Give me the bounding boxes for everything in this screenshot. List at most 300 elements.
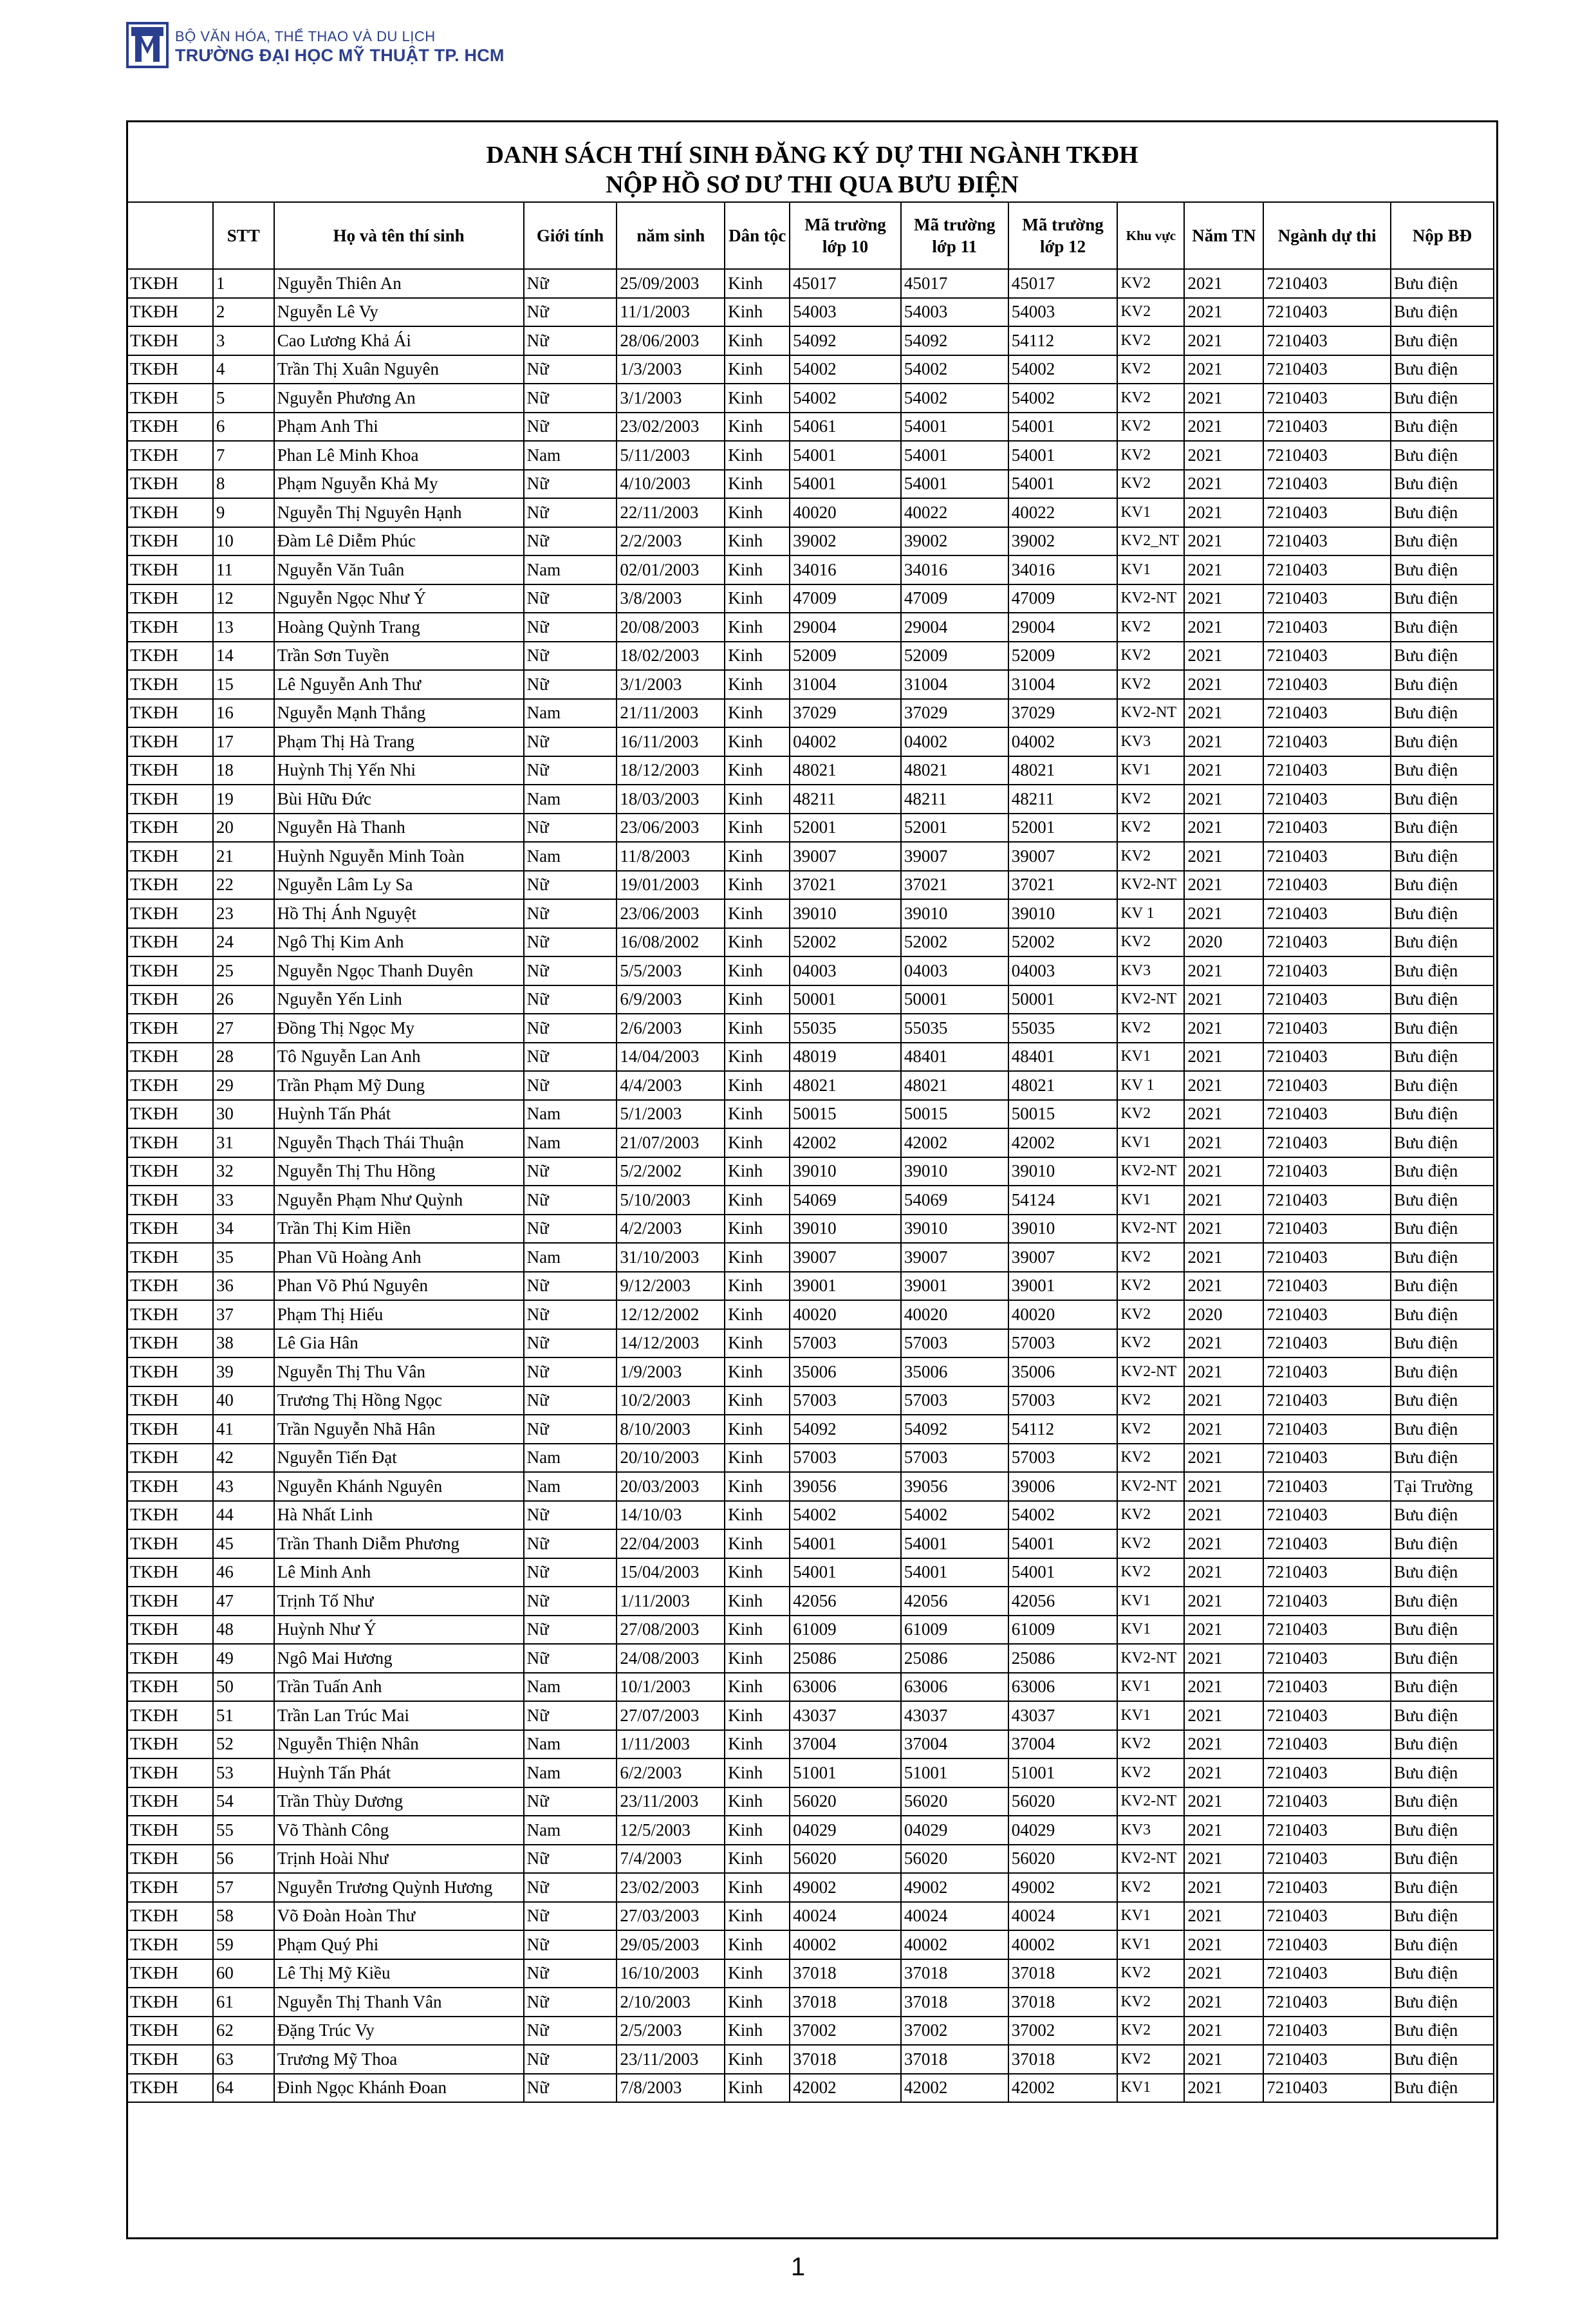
table-cell: 57003 (1008, 1329, 1118, 1358)
table-cell: 2021 (1184, 1215, 1263, 1244)
table-cell: 02/01/2003 (617, 555, 725, 584)
table-row (127, 2074, 1494, 2103)
table-cell: Kinh (725, 1501, 790, 1530)
table-cell: 48021 (901, 756, 1008, 785)
table-cell: TKĐH (127, 355, 213, 384)
table-cell: Bưu điện (1391, 1215, 1494, 1244)
table-cell: KV2 (1117, 441, 1184, 470)
table-cell: 54001 (901, 470, 1008, 499)
table-cell: 54001 (1008, 1529, 1118, 1558)
title-line-2: NỘP HỒ SƠ DƯ THI QUA BƯU ĐIỆN (606, 171, 1019, 198)
table-cell: 7210403 (1263, 1587, 1391, 1616)
table-cell: 7210403 (1263, 1902, 1391, 1931)
table-cell: TKĐH (127, 1157, 213, 1186)
table-cell: 27 (213, 1014, 274, 1043)
table-cell: Nữ (524, 985, 617, 1014)
table-row (127, 2017, 1494, 2046)
table-cell: 61009 (1008, 1616, 1118, 1645)
table-cell: TKĐH (127, 1386, 213, 1415)
table-cell: 4/4/2003 (617, 1071, 725, 1100)
table-cell: Kinh (725, 1902, 790, 1931)
table-cell: Lê Gia Hân (274, 1329, 524, 1358)
table-cell: TKĐH (127, 1730, 213, 1759)
table-cell: 54001 (1008, 1558, 1118, 1587)
table-body (127, 269, 1494, 2102)
table-row (127, 1014, 1494, 1043)
table-cell: Kinh (725, 413, 790, 442)
table-cell: Nữ (524, 1071, 617, 1100)
table-cell: Kinh (725, 814, 790, 843)
column-header: Giới tính (524, 202, 617, 269)
table-cell: 2021 (1184, 1100, 1263, 1129)
table-cell: 44 (213, 1501, 274, 1530)
table-cell: 57003 (901, 1329, 1008, 1358)
table-row (127, 956, 1494, 985)
table-cell: KV2 (1117, 2017, 1184, 2046)
table-cell: 2021 (1184, 1186, 1263, 1215)
table-cell: Nam (524, 1730, 617, 1759)
table-cell: 30 (213, 1100, 274, 1129)
table-cell: 34 (213, 1215, 274, 1244)
table-cell: 2021 (1184, 1902, 1263, 1931)
table-cell: TKĐH (127, 1243, 213, 1272)
table-cell: 6 (213, 413, 274, 442)
table-cell: Đàm Lê Diễm Phúc (274, 527, 524, 556)
table-cell: 7210403 (1263, 527, 1391, 556)
table-cell: 39007 (790, 1243, 901, 1272)
table-cell: 2021 (1184, 470, 1263, 499)
table-cell: KV2 (1117, 1100, 1184, 1129)
table-cell: 37002 (1008, 2017, 1118, 2046)
table-cell: Kinh (725, 326, 790, 355)
table-cell: KV3 (1117, 727, 1184, 756)
table-cell: 7210403 (1263, 1472, 1391, 1501)
table-cell: 48021 (901, 1071, 1008, 1100)
table-cell: TKĐH (127, 814, 213, 843)
table-cell: KV2 (1117, 613, 1184, 642)
table-cell: 54069 (790, 1186, 901, 1215)
table-cell: 21/11/2003 (617, 699, 725, 728)
table-cell: 12/5/2003 (617, 1816, 725, 1845)
table-cell: Bưu điện (1391, 2017, 1494, 2046)
table-cell: 37004 (1008, 1730, 1118, 1759)
table-cell: Bưu điện (1391, 642, 1494, 671)
table-cell: 7210403 (1263, 1873, 1391, 1902)
table-row (127, 871, 1494, 900)
column-header: Họ và tên thí sinh (274, 202, 524, 269)
table-cell: 7210403 (1263, 985, 1391, 1014)
table-cell: Nữ (524, 871, 617, 900)
table-cell: 54112 (1008, 326, 1118, 355)
table-cell: KV2 (1117, 326, 1184, 355)
table-cell: 57003 (901, 1386, 1008, 1415)
table-cell: 9/12/2003 (617, 1272, 725, 1301)
table-cell: 20/03/2003 (617, 1472, 725, 1501)
table-cell: Kinh (725, 727, 790, 756)
table-cell: 19 (213, 785, 274, 814)
table-cell: 42056 (901, 1587, 1008, 1616)
table-cell: Kinh (725, 1587, 790, 1616)
table-row (127, 699, 1494, 728)
table-cell: 54002 (1008, 1501, 1118, 1530)
table-cell: 55 (213, 1816, 274, 1845)
table-cell: 7210403 (1263, 1529, 1391, 1558)
table-cell: 9 (213, 498, 274, 527)
table-cell: 12 (213, 584, 274, 613)
table-cell: 10 (213, 527, 274, 556)
table-cell: 2021 (1184, 527, 1263, 556)
table-cell: Nữ (524, 384, 617, 413)
table-cell: TKĐH (127, 298, 213, 327)
table-cell: Nữ (524, 2045, 617, 2074)
table-cell: Nữ (524, 956, 617, 985)
table-cell: Kinh (725, 470, 790, 499)
table-cell: 47009 (901, 584, 1008, 613)
table-cell: 39001 (1008, 1272, 1118, 1301)
table-cell: 21 (213, 842, 274, 871)
table-cell: 2021 (1184, 1071, 1263, 1100)
table-cell: Nam (524, 555, 617, 584)
table-cell: 54002 (790, 384, 901, 413)
table-cell: 7210403 (1263, 670, 1391, 699)
table-cell: 20 (213, 814, 274, 843)
table-cell: Trịnh Hoài Như (274, 1845, 524, 1874)
table-cell: 04003 (790, 956, 901, 985)
table-cell: KV2 (1117, 1243, 1184, 1272)
table-cell: Trương Thị Hồng Ngọc (274, 1386, 524, 1415)
table-cell: Nữ (524, 1415, 617, 1444)
table-cell: 2021 (1184, 814, 1263, 843)
table-cell: 48211 (901, 785, 1008, 814)
table-cell: Trương Mỹ Thoa (274, 2045, 524, 2074)
table-cell: 29004 (901, 613, 1008, 642)
table-cell: Nữ (524, 1529, 617, 1558)
table-cell: 7210403 (1263, 842, 1391, 871)
table-cell: 42 (213, 1444, 274, 1473)
table-cell: 54001 (901, 1558, 1008, 1587)
table-cell: KV2-NT (1117, 1357, 1184, 1386)
table-cell: 2021 (1184, 2074, 1263, 2103)
table-cell: Bưu điện (1391, 1587, 1494, 1616)
table-cell: 54002 (1008, 384, 1118, 413)
table-cell: KV2 (1117, 1415, 1184, 1444)
table-cell: 25086 (901, 1644, 1008, 1673)
table-cell: 56020 (1008, 1787, 1118, 1816)
table-cell: 12/12/2002 (617, 1300, 725, 1329)
table-row (127, 441, 1494, 470)
table-row (127, 756, 1494, 785)
table-cell: 7210403 (1263, 1930, 1391, 1959)
table-cell: TKĐH (127, 1300, 213, 1329)
table-cell: Nữ (524, 1014, 617, 1043)
table-cell: KV1 (1117, 498, 1184, 527)
table-cell: 37018 (901, 2045, 1008, 2074)
table-cell: Nữ (524, 1157, 617, 1186)
table-cell: 56020 (901, 1787, 1008, 1816)
table-cell: 7210403 (1263, 642, 1391, 671)
table-cell: Nữ (524, 269, 617, 298)
table-cell: Bưu điện (1391, 1988, 1494, 2017)
table-cell: KV2_NT (1117, 527, 1184, 556)
table-cell: TKĐH (127, 1558, 213, 1587)
table-cell: Nữ (524, 642, 617, 671)
table-cell: 2021 (1184, 985, 1263, 1014)
table-cell: 2021 (1184, 1043, 1263, 1072)
table-cell: 22/04/2003 (617, 1529, 725, 1558)
table-cell: 7210403 (1263, 1186, 1391, 1215)
table-cell: 37004 (790, 1730, 901, 1759)
table-cell: KV2 (1117, 1300, 1184, 1329)
table-cell: 54092 (790, 326, 901, 355)
table-cell: 40020 (790, 1300, 901, 1329)
table-cell: Nữ (524, 298, 617, 327)
table-cell: Kinh (725, 985, 790, 1014)
table-cell: 55035 (790, 1014, 901, 1043)
table-cell: 7210403 (1263, 1415, 1391, 1444)
table-cell: TKĐH (127, 613, 213, 642)
table-cell: Tại Trường (1391, 1472, 1494, 1501)
table-cell: 39006 (1008, 1472, 1118, 1501)
table-cell: 2021 (1184, 1701, 1263, 1730)
table-cell: Bưu điện (1391, 699, 1494, 728)
table-cell: Bưu điện (1391, 1673, 1494, 1702)
table-cell: Kinh (725, 785, 790, 814)
table-cell: 16/10/2003 (617, 1959, 725, 1988)
table-cell: 2021 (1184, 1816, 1263, 1845)
table-cell: 23/11/2003 (617, 2045, 725, 2074)
table-cell: 7210403 (1263, 355, 1391, 384)
table-cell: TKĐH (127, 269, 213, 298)
organization-name (175, 28, 505, 66)
table-cell: KV2 (1117, 2045, 1184, 2074)
table-cell: 39002 (1008, 527, 1118, 556)
table-cell: Nguyễn Lâm Ly Sa (274, 871, 524, 900)
table-cell: 7210403 (1263, 1988, 1391, 2017)
table-row (127, 1959, 1494, 1988)
table-row (127, 1930, 1494, 1959)
table-cell: Nữ (524, 2074, 617, 2103)
table-cell: 10/1/2003 (617, 1673, 725, 1702)
table-cell: 7/8/2003 (617, 2074, 725, 2103)
table-cell: Kinh (725, 1930, 790, 1959)
table-cell: TKĐH (127, 1329, 213, 1358)
table-row (127, 1701, 1494, 1730)
table-cell: 2021 (1184, 956, 1263, 985)
table-cell: Nữ (524, 1787, 617, 1816)
table-cell: 18 (213, 756, 274, 785)
table-cell: 7210403 (1263, 1816, 1391, 1845)
table-row (127, 1902, 1494, 1931)
table-cell: 54001 (1008, 470, 1118, 499)
table-cell: 7210403 (1263, 1272, 1391, 1301)
table-cell: KV2-NT (1117, 1787, 1184, 1816)
table-cell: 2/2/2003 (617, 527, 725, 556)
table-cell: Phan Vũ Hoàng Anh (274, 1243, 524, 1272)
table-cell: 04002 (1008, 727, 1118, 756)
table-cell: 50015 (790, 1100, 901, 1129)
table-cell: KV2 (1117, 785, 1184, 814)
table-cell: 16 (213, 699, 274, 728)
table-cell: Kinh (725, 1014, 790, 1043)
table-cell: KV1 (1117, 1616, 1184, 1645)
table-cell: 2021 (1184, 1444, 1263, 1473)
table-row (127, 384, 1494, 413)
table-cell: Kinh (725, 1444, 790, 1473)
table-cell: Kinh (725, 956, 790, 985)
table-cell: Lê Nguyễn Anh Thư (274, 670, 524, 699)
table-cell: 39002 (901, 527, 1008, 556)
table-cell: Nữ (524, 1701, 617, 1730)
table-cell: 57003 (790, 1329, 901, 1358)
table-cell: 7210403 (1263, 1157, 1391, 1186)
table-row (127, 1215, 1494, 1244)
table-cell: 5/5/2003 (617, 956, 725, 985)
table-cell: 37021 (901, 871, 1008, 900)
table-cell: Nữ (524, 2017, 617, 2046)
table-cell: 48 (213, 1616, 274, 1645)
table-cell: Đồng Thị Ngọc My (274, 1014, 524, 1043)
table-cell: Kinh (725, 1329, 790, 1358)
table-cell: Phạm Anh Thi (274, 413, 524, 442)
table-cell: 48019 (790, 1043, 901, 1072)
table-cell: Nguyễn Trương Quỳnh Hương (274, 1873, 524, 1902)
table-cell: TKĐH (127, 1529, 213, 1558)
table-cell: Nữ (524, 355, 617, 384)
table-cell: 63006 (790, 1673, 901, 1702)
table-cell: 37018 (790, 2045, 901, 2074)
table-row (127, 1644, 1494, 1673)
table-cell: 7210403 (1263, 727, 1391, 756)
table-cell: Nữ (524, 727, 617, 756)
table-cell: 57003 (790, 1444, 901, 1473)
table-row (127, 670, 1494, 699)
table-cell: Bưu điện (1391, 1157, 1494, 1186)
table-cell: KV2 (1117, 1873, 1184, 1902)
table-cell: Nữ (524, 1043, 617, 1072)
table-cell: KV1 (1117, 1902, 1184, 1931)
table-cell: 37029 (901, 699, 1008, 728)
table-cell: KV2 (1117, 384, 1184, 413)
table-cell: TKĐH (127, 1501, 213, 1530)
table-cell: 42002 (901, 1128, 1008, 1157)
table-cell: Phạm Thị Hà Trang (274, 727, 524, 756)
table-cell: 49 (213, 1644, 274, 1673)
table-cell: Huỳnh Thị Yến Nhi (274, 756, 524, 785)
table-cell: Nguyễn Ngọc Như Ý (274, 584, 524, 613)
table-cell: Phan Lê Minh Khoa (274, 441, 524, 470)
table-cell: 37018 (1008, 2045, 1118, 2074)
table-cell: 1/9/2003 (617, 1357, 725, 1386)
table-cell: Bưu điện (1391, 1300, 1494, 1329)
table-cell: 2021 (1184, 1644, 1263, 1673)
table-cell: 7210403 (1263, 498, 1391, 527)
table-row (127, 355, 1494, 384)
table-cell: TKĐH (127, 699, 213, 728)
document-frame (126, 120, 1498, 2239)
table-cell: Kinh (725, 756, 790, 785)
table-cell: Bưu điện (1391, 384, 1494, 413)
table-cell: 23/06/2003 (617, 899, 725, 928)
table-cell: 58 (213, 1902, 274, 1931)
table-cell: Bưu điện (1391, 1558, 1494, 1587)
table-cell: Bưu điện (1391, 470, 1494, 499)
table-cell: 57 (213, 1873, 274, 1902)
table-row (127, 1157, 1494, 1186)
table-cell: Nữ (524, 584, 617, 613)
table-cell: 45017 (790, 269, 901, 298)
table-cell: 2021 (1184, 727, 1263, 756)
table-cell: Trần Nguyễn Nhã Hân (274, 1415, 524, 1444)
table-cell: Nữ (524, 498, 617, 527)
table-cell: KV2 (1117, 269, 1184, 298)
table-row (127, 842, 1494, 871)
table-cell: 2021 (1184, 1157, 1263, 1186)
table-cell: 39007 (901, 842, 1008, 871)
table-cell: TKĐH (127, 1186, 213, 1215)
table-cell: Huỳnh Tấn Phát (274, 1758, 524, 1787)
table-cell: KV2 (1117, 1529, 1184, 1558)
table-cell: 7210403 (1263, 1959, 1391, 1988)
table-cell: 2021 (1184, 1959, 1263, 1988)
table-row (127, 785, 1494, 814)
table-cell: Kinh (725, 1186, 790, 1215)
table-cell: 13 (213, 613, 274, 642)
table-cell: 54001 (790, 1558, 901, 1587)
table-cell: Bưu điện (1391, 1758, 1494, 1787)
table-cell: 4/2/2003 (617, 1215, 725, 1244)
table-cell: Kinh (725, 1644, 790, 1673)
table-cell: 40002 (1008, 1930, 1118, 1959)
table-cell: Võ Đoàn Hoàn Thư (274, 1902, 524, 1931)
table-cell: Bưu điện (1391, 1845, 1494, 1874)
table-cell: 39056 (790, 1472, 901, 1501)
table-cell: 61009 (901, 1616, 1008, 1645)
table-cell: 37018 (1008, 1959, 1118, 1988)
table-cell: Nữ (524, 814, 617, 843)
table-cell: KV1 (1117, 1930, 1184, 1959)
table-cell: Kinh (725, 2045, 790, 2074)
table-cell: 39010 (1008, 899, 1118, 928)
table-cell: Nguyễn Ngọc Thanh Duyên (274, 956, 524, 985)
table-cell: Trần Thị Xuân Nguyên (274, 355, 524, 384)
table-cell: 7210403 (1263, 1243, 1391, 1272)
table-cell: Trần Phạm Mỹ Dung (274, 1071, 524, 1100)
table-cell: KV2 (1117, 470, 1184, 499)
table-cell: Bưu điện (1391, 2074, 1494, 2103)
table-cell: 2021 (1184, 1128, 1263, 1157)
table-cell: Bưu điện (1391, 1329, 1494, 1358)
table-cell: 42002 (1008, 2074, 1118, 2103)
table-cell: 39007 (1008, 1243, 1118, 1272)
table-cell: Nguyễn Thị Nguyên Hạnh (274, 498, 524, 527)
table-cell: Bưu điện (1391, 1043, 1494, 1072)
table-cell: Kinh (725, 498, 790, 527)
table-cell: 47009 (1008, 584, 1118, 613)
table-cell: 47 (213, 1587, 274, 1616)
column-header: Mã trường lớp 10 (790, 202, 901, 269)
table-cell: 49002 (1008, 1873, 1118, 1902)
table-cell: 40020 (901, 1300, 1008, 1329)
table-cell: 04003 (1008, 956, 1118, 985)
table-cell: Kinh (725, 1701, 790, 1730)
table-cell: 3/8/2003 (617, 584, 725, 613)
table-cell: Kinh (725, 1043, 790, 1072)
table-cell: Nguyễn Thiên An (274, 269, 524, 298)
table-cell: 7210403 (1263, 441, 1391, 470)
table-cell: Bưu điện (1391, 498, 1494, 527)
table-cell: TKĐH (127, 1071, 213, 1100)
table-row (127, 1186, 1494, 1215)
